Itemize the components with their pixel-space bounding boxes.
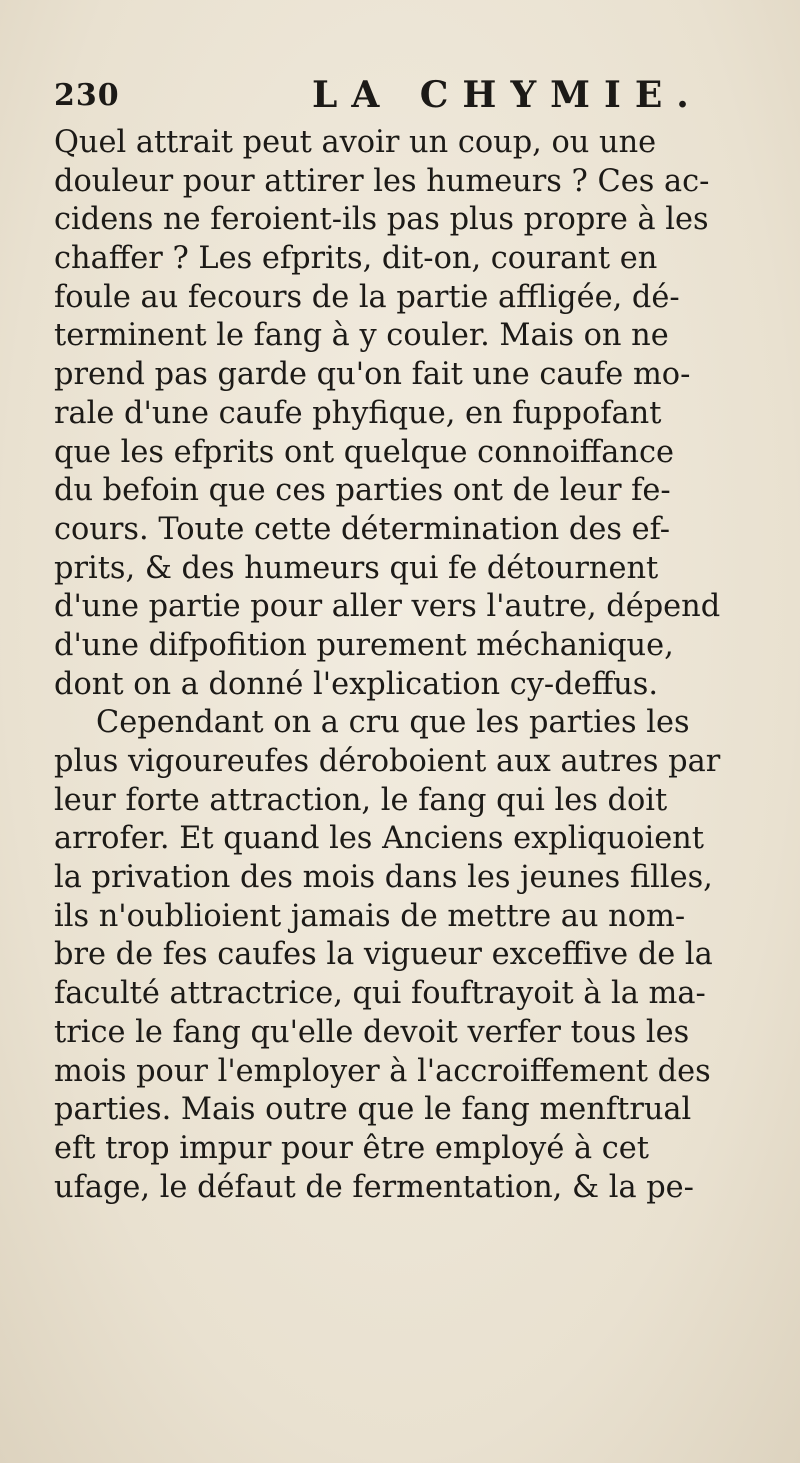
text-line: que les efprits ont quelque connoiffance xyxy=(54,434,674,470)
text-line: cidens ne feroient-ils pas plus propre à les xyxy=(54,202,709,238)
text-line: ufage, le défaut de fermentation, & la pe- xyxy=(54,1169,694,1205)
running-title: LA CHYMIE. xyxy=(312,74,703,116)
text-line: dont on a donné l'explication cy-deffus. xyxy=(54,666,659,702)
text-line: Cependant on a cru que les parties les xyxy=(96,705,690,741)
body-text xyxy=(54,124,784,1207)
text-line: bre de fes caufes la vigueur exceffive de la xyxy=(54,937,713,973)
text-line: trice le fang qu'elle devoit verfer tous les xyxy=(54,1014,690,1050)
text-line: prend pas garde qu'on fait une caufe mo- xyxy=(54,357,691,393)
page-header xyxy=(54,72,754,120)
text-line: arrofer. Et quand les Anciens expliquoient xyxy=(54,821,704,857)
text-line: leur forte attraction, le fang qui les doit xyxy=(54,782,668,818)
text-line: ils n'oublioient jamais de mettre au nom- xyxy=(54,898,686,934)
page-number: 230 xyxy=(54,78,120,113)
text-line: cours. Toute cette détermination des ef- xyxy=(54,511,671,547)
text-line: du befoin que ces parties ont de leur fe- xyxy=(54,473,671,509)
text-line: chaffer ? Les efprits, dit-on, courant en xyxy=(54,241,658,277)
text-line: faculté attractrice, qui fouftrayoit à la ma- xyxy=(54,976,706,1012)
text-line: plus vigoureufes déroboient aux autres par xyxy=(54,744,721,779)
text-line: parties. Mais outre que le fang menftrual xyxy=(54,1092,692,1128)
text-line: prits, & des humeurs qui fe détournent xyxy=(54,550,659,586)
text-line: eft trop impur pour être employé à cet xyxy=(54,1130,649,1166)
text-line: Quel attrait peut avoir un coup, ou une xyxy=(54,125,657,160)
text-line: d'une difpofition purement méchanique, xyxy=(54,627,674,663)
text-line: foule au fecours de la partie affligée, dé- xyxy=(54,279,680,315)
text-line: douleur pour attirer les humeurs ? Ces ac- xyxy=(54,163,710,199)
text-line: mois pour l'employer à l'accroiffement des xyxy=(54,1053,711,1089)
text-line: terminent le fang à y couler. Mais on ne xyxy=(54,318,669,354)
text-line: rale d'une caufe phyfique, en fuppofant xyxy=(54,395,662,431)
text-line: la privation des mois dans les jeunes filles, xyxy=(54,860,713,896)
text-line: d'une partie pour aller vers l'autre, dépend xyxy=(54,589,721,625)
